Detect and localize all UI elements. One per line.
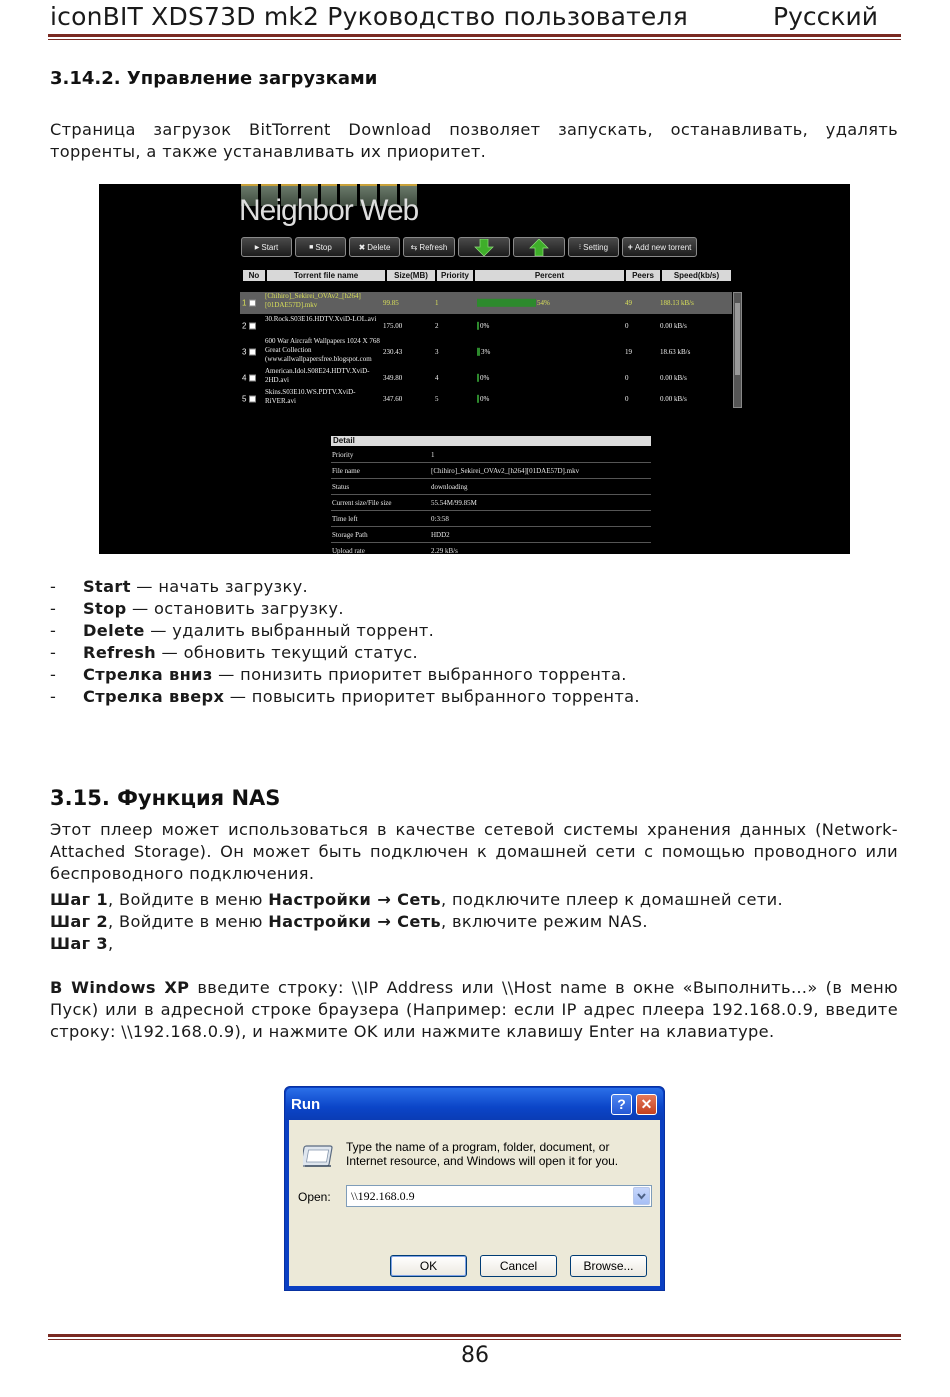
run-program-icon xyxy=(303,1142,337,1170)
ok-button[interactable]: OK xyxy=(390,1255,467,1277)
torrent-row[interactable]: 4 American.Idol.S08E24.HDTV.XviD-2HD.avi 349.80 4 0% 0 0.00 kB/s xyxy=(242,367,687,384)
cancel-button[interactable]: Cancel xyxy=(480,1255,557,1277)
detail-row: File name [Chihiro]_Sekirei_OVAv2_[h264][01DAE57D].mkv xyxy=(331,463,651,479)
progress-bar xyxy=(477,395,479,403)
refresh-icon: ⇆ xyxy=(410,242,418,252)
progress-bar xyxy=(477,322,479,330)
progress-cell: 0% xyxy=(477,394,489,402)
torrent-row[interactable]: 3 600 War Aircraft Wallpapers 1024 X 768 Great Collection (www.allwallpapersfree.blogspot.com 230.43 3 3% 19 18.63 kB/s xyxy=(242,337,691,363)
play-icon: ▶ xyxy=(254,244,260,251)
arrow-up-icon xyxy=(529,239,549,256)
progress-bar xyxy=(477,299,536,307)
torrent-row[interactable]: 5 Skins.S03E10.WS.PDTV.XviD-RiVER.avi 347.60 5 0% 0 0.00 kB/s xyxy=(242,388,687,405)
col-header-priority[interactable]: Priority xyxy=(437,270,473,281)
col-header-name[interactable]: Torrent file name xyxy=(267,270,385,281)
row-checkbox[interactable] xyxy=(249,374,256,381)
page-header xyxy=(50,2,900,32)
section-heading-downloads: 3.14.2. Управление загрузками xyxy=(50,68,378,89)
document-title: iconBIT XDS73D mk2 Руководство пользователя xyxy=(50,2,688,31)
torrent-name: 600 War Aircraft Wallpapers 1024 X 768 Great Collection (www.allwallpapersfree.blogspot.com xyxy=(265,337,380,363)
detail-row: Priority 1 xyxy=(331,447,651,463)
setting-icon: ⁝ xyxy=(578,244,582,251)
plus-icon: + xyxy=(627,242,633,252)
col-header-size[interactable]: Size(MB) xyxy=(387,270,435,281)
open-label: Open: xyxy=(298,1190,331,1204)
footer-rule xyxy=(48,1334,901,1340)
progress-bar xyxy=(477,374,479,382)
close-button[interactable]: ✕ xyxy=(636,1094,657,1115)
list-item: - Стрелка вниз — понизить приоритет выбранного торрента. xyxy=(50,665,627,684)
torrent-name: 30.Rock.S03E16.HDTV.XviD-LOL.avi xyxy=(265,315,377,323)
row-checkbox[interactable] xyxy=(249,300,256,307)
run-title: Run xyxy=(291,1096,321,1113)
start-button[interactable]: ▶ Start xyxy=(241,237,292,257)
col-header-speed[interactable]: Speed(kb/s) xyxy=(662,270,731,281)
browse-button[interactable]: Browse... xyxy=(570,1255,647,1277)
run-description: Type the name of a program, folder, document, or Internet resource, and Windows will open it for you. xyxy=(346,1140,619,1168)
row-checkbox[interactable] xyxy=(249,395,256,402)
torrent-list-scrollbar[interactable] xyxy=(733,292,742,408)
run-body xyxy=(289,1120,660,1286)
nas-intro: Этот плеер может использоваться в качестве сетевой системы хранения данных (Network-Attached Storage). Он может быть подключен к домашней сети с помощью проводного или беспроводного подключения. xyxy=(50,820,898,883)
progress-cell: 0% xyxy=(477,321,489,329)
torrent-row[interactable]: 1 [Chihiro]_Sekirei_OVAv2_[h264][01DAE57D].mkv 99.85 1 54% 49 188.13 kB/s xyxy=(240,292,732,314)
run-titlebar xyxy=(286,1088,663,1120)
downloads-intro: Страница загрузок BitTorrent Download позволяет запускать, останавливать, удалять торренты, а также устанавливать их приоритет. xyxy=(50,120,898,161)
stop-icon: ■ xyxy=(309,243,314,251)
row-checkbox[interactable] xyxy=(249,348,256,355)
priority-down-button[interactable] xyxy=(458,237,510,257)
winxp-instructions: В Windows XP введите строку: \\IP Address или \\Host name в окне «Выполнить…» (в меню Пуск) или в адресной строке браузера (Например: если IP адрес плеера 192.168.0.9, введите строку: \\192.168.0.9), и нажмите OK или нажмите клавишу Enter на клавиатуре. xyxy=(50,978,898,1041)
torrent-row[interactable]: 2 30.Rock.S03E16.HDTV.XviD-LOL.avi 175.00 2 0% 0 0.00 kB/s xyxy=(242,315,687,330)
nas-step-2: Шаг 2, Войдите в меню Настройки → Сеть, включите режим NAS. xyxy=(50,912,648,931)
add-torrent-button[interactable]: + Add new torrent xyxy=(622,237,697,257)
section-heading-nas: 3.15. Функция NAS xyxy=(50,786,281,810)
list-item: - Delete — удалить выбранный торрент. xyxy=(50,621,435,640)
dropdown-button[interactable] xyxy=(633,1187,650,1205)
col-header-peers[interactable]: Peers xyxy=(626,270,660,281)
detail-row: Time left 0:3:58 xyxy=(331,511,651,527)
nas-step-1: Шаг 1, Войдите в меню Настройки → Сеть, подключите плеер к домашней сети. xyxy=(50,890,784,909)
list-item: - Stop — остановить загрузку. xyxy=(50,599,344,618)
torrent-name: Skins.S03E10.WS.PDTV.XviD-RiVER.avi xyxy=(265,388,356,405)
delete-button[interactable]: ✖ Delete xyxy=(349,237,400,257)
list-item: - Start — начать загрузку. xyxy=(50,577,309,596)
neighbor-web-logo: Neighbor Web xyxy=(239,194,419,227)
progress-bar xyxy=(477,348,480,356)
progress-cell: 0% xyxy=(477,373,489,381)
detail-header: Detail xyxy=(331,436,651,446)
setting-button[interactable]: ⁝ Setting xyxy=(568,237,619,257)
row-checkbox[interactable] xyxy=(249,322,256,329)
run-dialog xyxy=(284,1086,665,1291)
arrow-down-icon xyxy=(474,239,494,256)
document-language: Русский xyxy=(773,2,878,31)
header-rule xyxy=(48,34,901,40)
detail-row: Storage Path HDD2 xyxy=(331,527,651,543)
neighbor-web-screenshot xyxy=(99,184,850,554)
list-item: - Refresh — обновить текущий статус. xyxy=(50,643,419,662)
delete-x-icon: ✖ xyxy=(358,242,366,252)
progress-cell: 3% xyxy=(477,347,490,355)
col-header-no[interactable]: No xyxy=(243,270,265,281)
col-header-percent[interactable]: Percent xyxy=(475,270,624,281)
refresh-button[interactable]: ⇆ Refresh xyxy=(403,237,455,257)
priority-up-button[interactable] xyxy=(513,237,565,257)
command-list xyxy=(50,576,898,708)
list-item: - Стрелка вверх — повысить приоритет выбранного торрента. xyxy=(50,687,640,706)
chevron-down-icon xyxy=(634,1188,649,1204)
page-number: 86 xyxy=(461,1343,489,1368)
help-button[interactable]: ? xyxy=(611,1094,632,1115)
detail-row: Current size/File size 55.54M/99.85M xyxy=(331,495,651,511)
detail-row: Status downloading xyxy=(331,479,651,495)
torrent-name: American.Idol.S08E24.HDTV.XviD-2HD.avi xyxy=(265,367,370,384)
progress-cell: 54% xyxy=(477,299,550,307)
torrent-name: [Chihiro]_Sekirei_OVAv2_[h264][01DAE57D].mkv xyxy=(265,292,361,309)
open-input[interactable]: \\192.168.0.9 xyxy=(346,1185,652,1207)
detail-row: Upload rate 2.29 kB/s xyxy=(331,543,651,554)
nas-step-3: Шаг 3, xyxy=(50,934,114,953)
stop-button[interactable]: ■ Stop xyxy=(295,237,346,257)
